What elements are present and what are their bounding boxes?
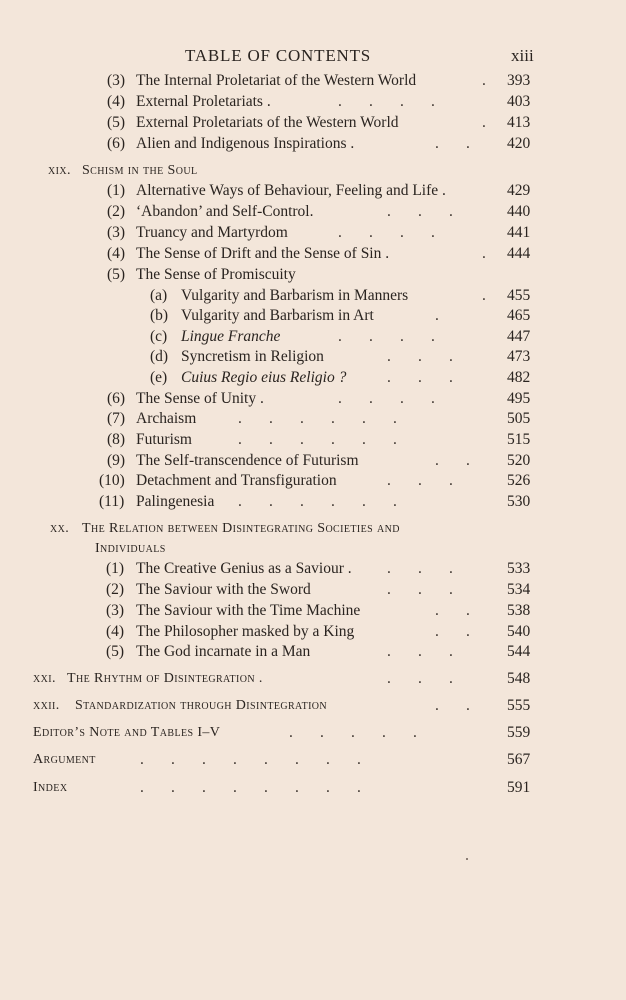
entry-number: (11) xyxy=(99,493,125,510)
toc-entry xyxy=(0,600,626,621)
entry-number: (5) xyxy=(106,643,125,660)
entry-title: Alien and Indigenous Inspirations . xyxy=(136,135,355,152)
entry-title: The Saviour with the Sword xyxy=(136,581,311,598)
entry-title: Argument xyxy=(33,752,96,767)
entry-page-number: 540 xyxy=(507,623,531,640)
entry-number: (3) xyxy=(107,224,126,241)
toc-entry xyxy=(0,160,626,181)
entry-title: The Sense of Unity . xyxy=(136,390,264,407)
entry-number: (a) xyxy=(150,287,168,304)
toc-entry xyxy=(0,346,626,367)
dot-leader: . . . . . . xyxy=(238,493,397,510)
entry-page-number: 538 xyxy=(507,602,531,619)
toc-entry xyxy=(0,641,626,662)
toc-entry xyxy=(0,722,626,743)
toc-entry xyxy=(0,429,626,450)
dot-leader: . . xyxy=(435,623,470,640)
dot-leader: . . . . . xyxy=(289,724,417,741)
dot-leader: . . . xyxy=(387,643,453,660)
toc-entry xyxy=(0,408,626,429)
dot-leader: . . xyxy=(435,602,470,619)
dot-leader: . xyxy=(482,114,486,131)
entry-number: (1) xyxy=(106,560,125,577)
entry-number: (4) xyxy=(107,93,126,110)
entry-title: Vulgarity and Barbarism in Manners xyxy=(181,287,409,304)
entry-page-number: 591 xyxy=(507,779,531,796)
entry-number: (5) xyxy=(107,266,126,283)
entry-title: The Self-transcendence of Futurism xyxy=(136,452,359,469)
toc-entry xyxy=(0,450,626,471)
entry-page-number: 420 xyxy=(507,135,531,152)
entry-title: The Philosopher masked by a King xyxy=(136,623,355,640)
entry-page-number: 465 xyxy=(507,307,531,324)
toc-entry xyxy=(0,749,626,770)
dot-leader: . . . . . . xyxy=(238,431,397,448)
toc-entry xyxy=(0,133,626,154)
dot-leader: . . . xyxy=(387,581,453,598)
toc-entry xyxy=(0,470,626,491)
entry-title: The Relation between Disintegrating Societies and xyxy=(82,521,400,536)
page-number: xiii xyxy=(511,46,534,65)
entry-page-number: 495 xyxy=(507,390,531,407)
entry-page-number: 403 xyxy=(507,93,531,110)
entry-page-number: 447 xyxy=(507,328,531,345)
entry-page-number: 441 xyxy=(507,224,531,241)
entry-page-number: 482 xyxy=(507,369,531,386)
entry-page-number: 473 xyxy=(507,348,531,365)
dot-leader: . . . xyxy=(387,203,453,220)
toc-entry xyxy=(0,264,626,285)
entry-title: Individuals xyxy=(95,541,166,556)
dot-leader: . . . . xyxy=(338,224,435,241)
toc-entry xyxy=(0,91,626,112)
dot-leader: . . . xyxy=(387,369,453,386)
entry-title: Palingenesia xyxy=(136,493,215,510)
entry-number: (4) xyxy=(107,245,126,262)
entry-number: (6) xyxy=(107,390,126,407)
entry-page-number: 444 xyxy=(507,245,531,262)
entry-title: Archaism xyxy=(136,410,197,427)
entry-page-number: 515 xyxy=(507,431,531,448)
toc-entry xyxy=(0,518,626,539)
entry-page-number: 530 xyxy=(507,493,531,510)
toc-entry xyxy=(0,558,626,579)
toc-entry xyxy=(0,243,626,264)
entry-number: (c) xyxy=(150,328,168,345)
entry-title: Index xyxy=(33,780,68,795)
dot-leader: . . . . . . xyxy=(238,410,397,427)
entry-page-number: 559 xyxy=(507,724,531,741)
entry-number: (2) xyxy=(106,581,125,598)
toc-entry xyxy=(0,695,626,716)
entry-title: ‘Abandon’ and Self-Control. xyxy=(136,203,314,220)
entry-page-number: 533 xyxy=(507,560,531,577)
entry-title: The Sense of Promiscuity xyxy=(136,266,296,283)
toc-entry xyxy=(0,305,626,326)
toc-entry xyxy=(0,285,626,306)
entry-page-number: 440 xyxy=(507,203,531,220)
dot-leader: . . . . . . . . xyxy=(140,751,361,768)
entry-title: Syncretism in Religion xyxy=(181,348,324,365)
entry-title: Detachment and Transfiguration xyxy=(136,472,337,489)
entry-page-number: 548 xyxy=(507,670,531,687)
entry-page-number: 567 xyxy=(507,751,531,768)
entry-number: (8) xyxy=(107,431,126,448)
dot-leader: . xyxy=(482,72,486,89)
dot-leader: . . . xyxy=(387,560,453,577)
entry-number: (6) xyxy=(107,135,126,152)
entry-page-number: 526 xyxy=(507,472,531,489)
entry-number: (9) xyxy=(107,452,126,469)
toc-entry xyxy=(0,621,626,642)
entry-number: (2) xyxy=(107,203,126,220)
dot-leader: . . . xyxy=(387,348,453,365)
entry-number: (1) xyxy=(107,182,126,199)
entry-page-number: 393 xyxy=(507,72,531,89)
entry-page-number: 455 xyxy=(507,287,531,304)
entry-number: (e) xyxy=(150,369,168,386)
entry-title: The Saviour with the Time Machine xyxy=(136,602,361,619)
toc-entry xyxy=(0,180,626,201)
dot-leader: . . . xyxy=(387,472,453,489)
toc-entry xyxy=(0,112,626,133)
entry-number: (5) xyxy=(107,114,126,131)
toc-entry xyxy=(0,777,626,798)
entry-page-number: 544 xyxy=(507,643,531,660)
toc-entry xyxy=(0,388,626,409)
toc-entry xyxy=(0,538,626,559)
entry-title: The Rhythm of Disintegration . xyxy=(67,671,263,686)
entry-title: Vulgarity and Barbarism in Art xyxy=(181,307,374,324)
entry-page-number: 413 xyxy=(507,114,531,131)
dot-leader: . xyxy=(482,245,486,262)
dot-leader: . . . . xyxy=(338,390,435,407)
dot-leader: . xyxy=(482,287,486,304)
entry-number: xix. xyxy=(48,163,71,178)
entry-title: Lingue Franche xyxy=(181,328,281,345)
dot-leader: . . . xyxy=(387,670,453,687)
entry-title: Standardization through Disintegration xyxy=(75,698,328,713)
entry-number: xx. xyxy=(50,521,70,536)
dot-leader: . . . . xyxy=(338,93,435,110)
entry-title: Editor’s Note and Tables I–V xyxy=(33,725,221,740)
entry-number: (3) xyxy=(106,602,125,619)
toc-entry xyxy=(0,201,626,222)
entry-title: Schism in the Soul xyxy=(82,163,198,178)
entry-number: (7) xyxy=(107,410,126,427)
paper-speck xyxy=(466,858,468,860)
entry-title: Futurism xyxy=(136,431,192,448)
entry-number: (b) xyxy=(150,307,169,324)
entry-number: (4) xyxy=(106,623,125,640)
entry-title: Alternative Ways of Behaviour, Feeling and Life . xyxy=(136,182,446,199)
dot-leader: . . . . xyxy=(338,328,435,345)
entry-page-number: 429 xyxy=(507,182,531,199)
entry-page-number: 534 xyxy=(507,581,531,598)
dot-leader: . . xyxy=(435,452,470,469)
dot-leader: . . xyxy=(435,135,470,152)
toc-entry xyxy=(0,579,626,600)
toc-entry xyxy=(0,326,626,347)
dot-leader: . xyxy=(435,307,439,324)
toc-entry xyxy=(0,668,626,689)
entry-title: Truancy and Martyrdom xyxy=(136,224,288,241)
entry-title: The Sense of Drift and the Sense of Sin . xyxy=(136,245,390,262)
dot-leader: . . xyxy=(435,697,470,714)
entry-title: The Creative Genius as a Saviour . xyxy=(136,560,352,577)
entry-number: (10) xyxy=(99,472,125,489)
entry-number: (d) xyxy=(150,348,169,365)
entry-page-number: 555 xyxy=(507,697,531,714)
entry-number: (3) xyxy=(107,72,126,89)
running-title: TABLE OF CONTENTS xyxy=(185,46,372,65)
entry-title: Cuius Regio eius Religio ? xyxy=(181,369,347,386)
entry-page-number: 505 xyxy=(507,410,531,427)
entry-title: External Proletariats of the Western World xyxy=(136,114,399,131)
entry-title: The Internal Proletariat of the Western World xyxy=(136,72,417,89)
entry-title: The God incarnate in a Man xyxy=(136,643,311,660)
entry-title: External Proletariats . xyxy=(136,93,271,110)
dot-leader: . . . . . . . . xyxy=(140,779,361,796)
entry-page-number: 520 xyxy=(507,452,531,469)
entry-number: xxii. xyxy=(33,698,60,713)
toc-entry xyxy=(0,491,626,512)
entry-number: xxi. xyxy=(33,671,56,686)
toc-entry xyxy=(0,222,626,243)
page-header xyxy=(0,46,626,70)
toc-entry xyxy=(0,70,626,91)
toc-entry xyxy=(0,367,626,388)
